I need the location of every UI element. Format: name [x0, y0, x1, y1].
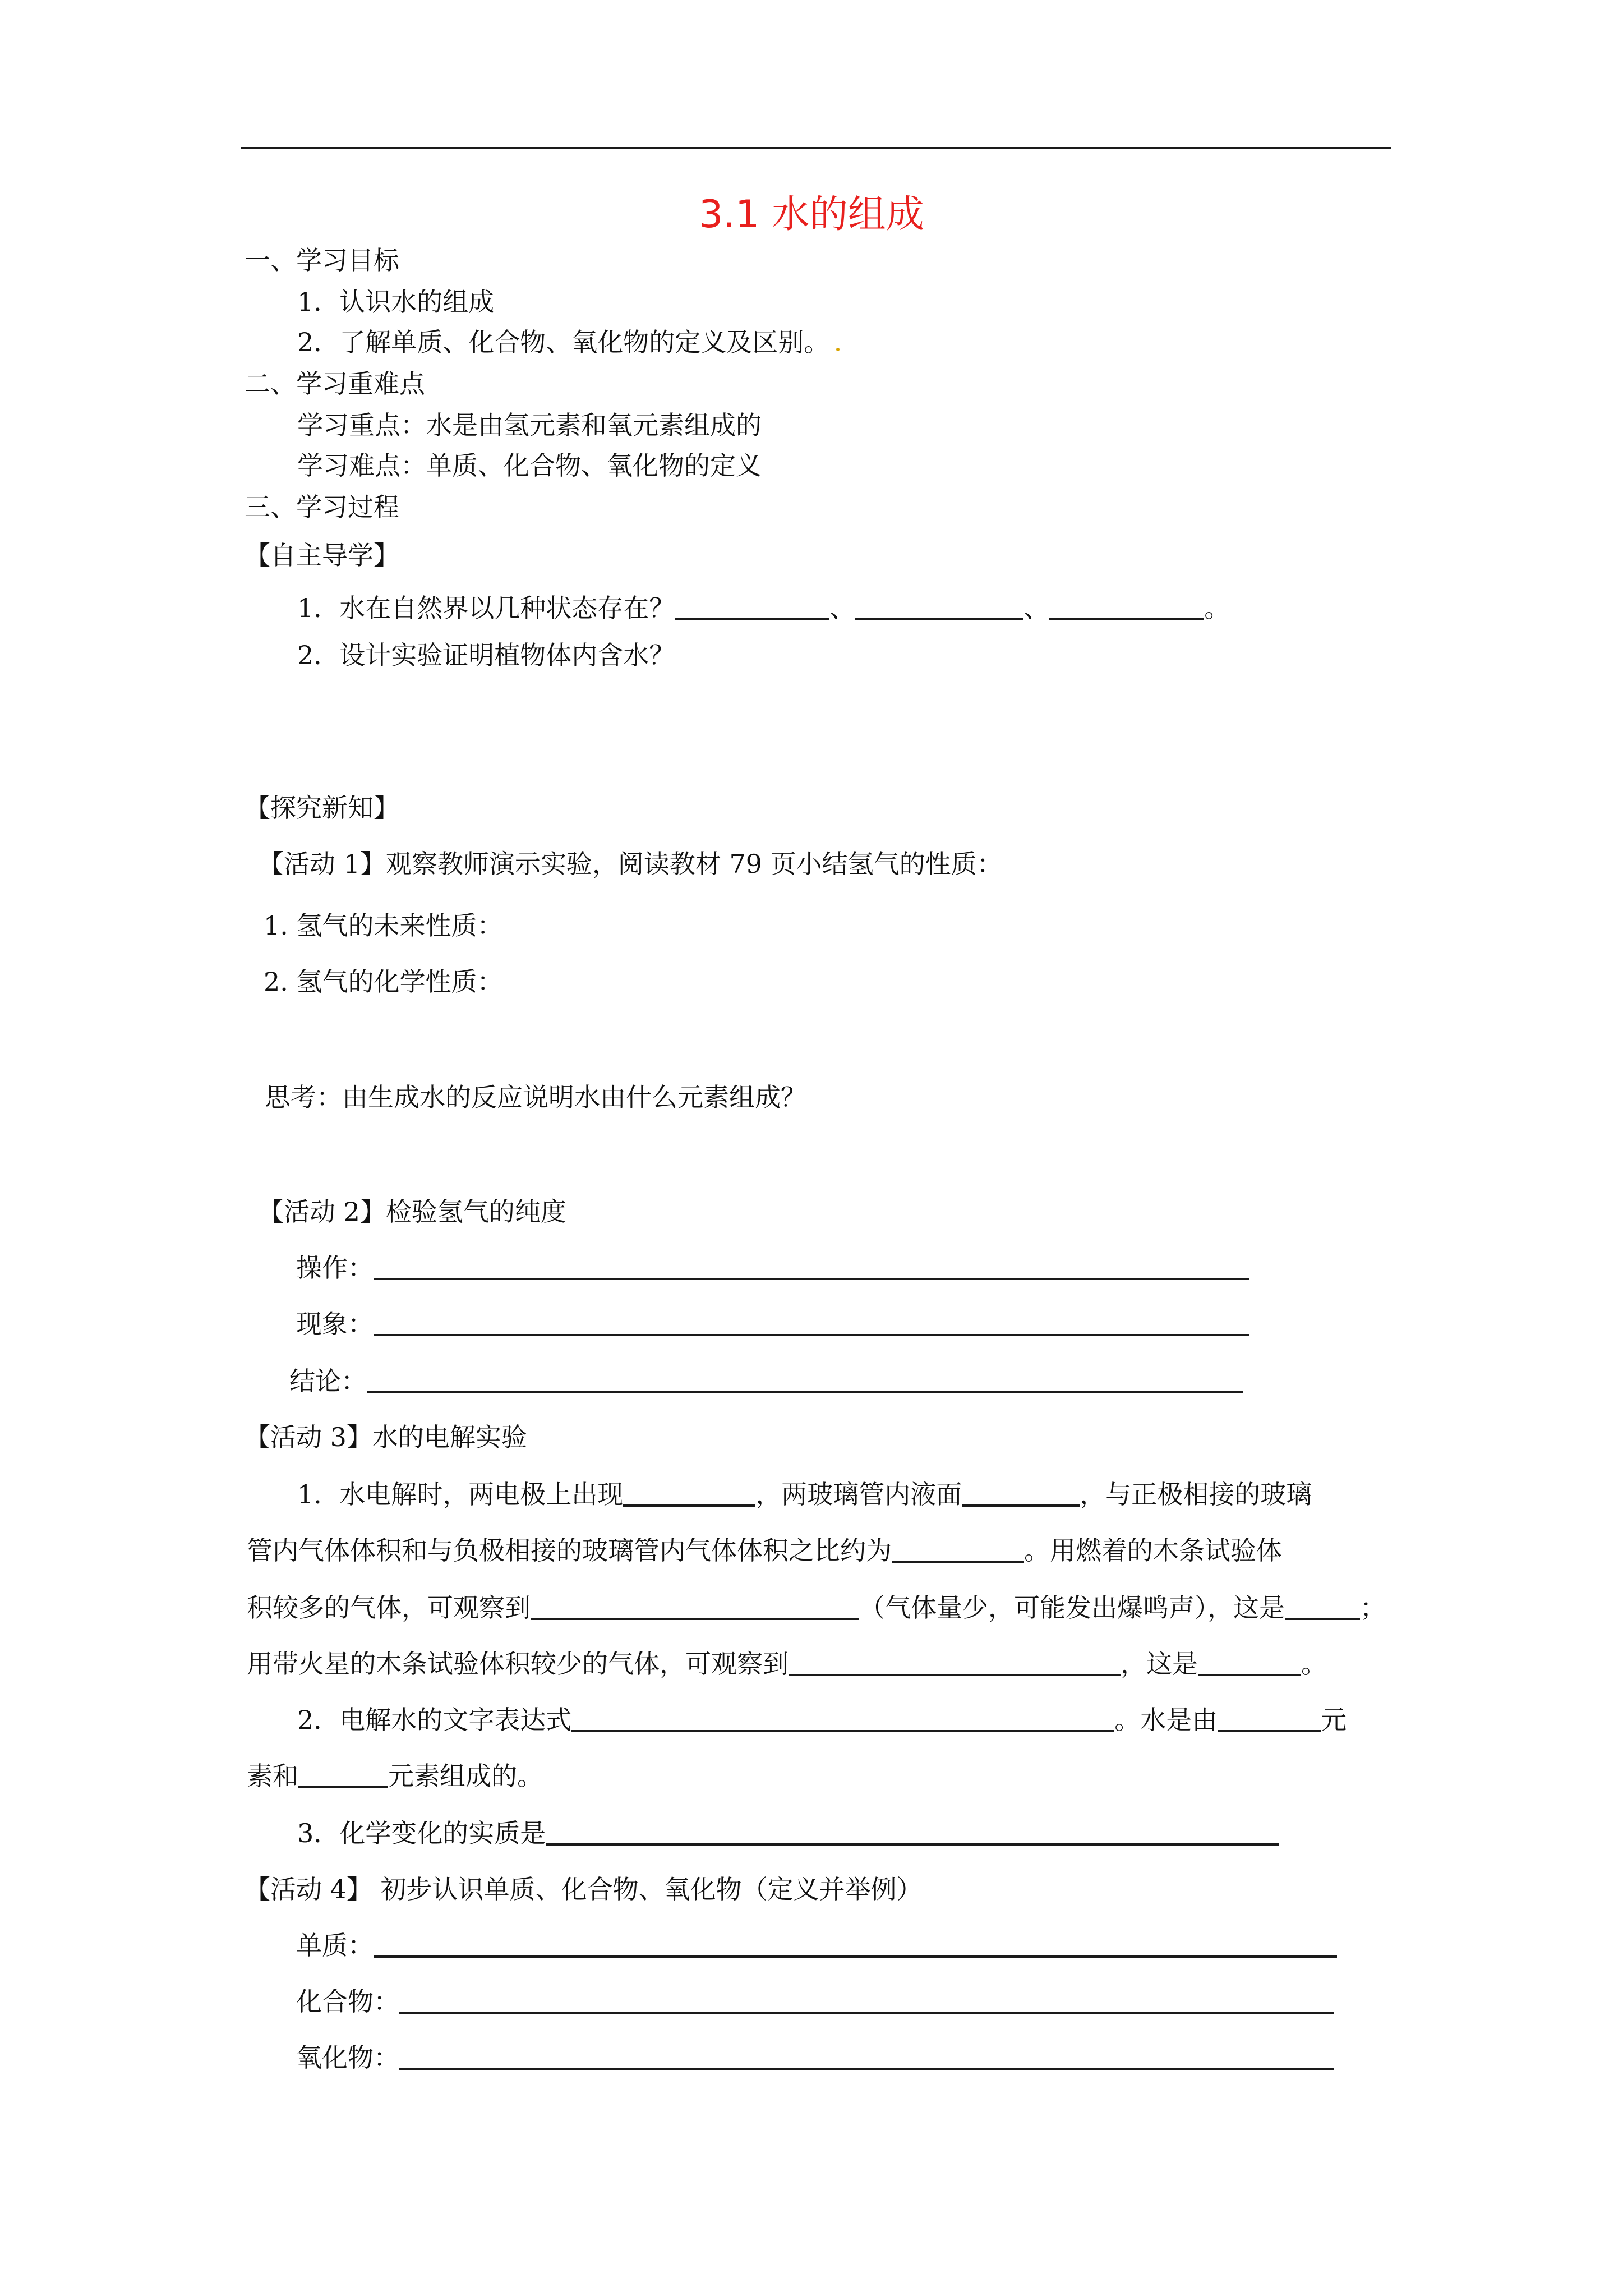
self-study-question-2: 2．设计实验证明植物体内含水？	[297, 640, 675, 670]
answer-blank[interactable]	[1049, 618, 1204, 620]
explore-heading: 【探究新知】	[245, 793, 399, 823]
answer-blank[interactable]	[855, 618, 1023, 620]
oxide-definition-line: 氧化物：	[296, 2041, 1334, 2074]
goal-item-2: 2．了解单质、化合物、氧化物的定义及区别。	[297, 325, 840, 359]
activity-3-line-2: 管内气体体积和与负极相接的玻璃管内气体体积之比约为 。用燃着的木条试验体	[247, 1535, 1282, 1566]
answer-blank[interactable]	[789, 1674, 1121, 1676]
section-heading-process: 三、学习过程	[245, 492, 399, 522]
page-title: 3.1 水的组成	[699, 192, 924, 237]
answer-blank[interactable]	[546, 1843, 1279, 1846]
answer-blank[interactable]	[367, 1391, 1243, 1393]
activity-3-heading: 【活动 3】水的电解实验	[245, 1422, 527, 1452]
difficult-point: 学习难点：单质、化合物、氧化物的定义	[297, 450, 762, 481]
activity-1-heading: 【活动 1】观察教师演示实验，阅读教材 79 页小结氢气的性质：	[258, 849, 1003, 879]
activity-1-item-1: 1. 氢气的未来性质：	[264, 910, 503, 941]
section-heading-goals: 一、学习目标	[245, 245, 399, 275]
key-point: 学习重点：水是由氢元素和氧元素组成的	[297, 410, 762, 440]
section-heading-key-points: 二、学习重难点	[245, 369, 425, 399]
answer-blank[interactable]	[571, 1730, 1114, 1732]
activity-2-heading: 【活动 2】检验氢气的纯度	[258, 1197, 566, 1227]
activity-3-line-3: 积较多的气体，可观察到 （气体量少，可能发出爆鸣声），这是 ；	[247, 1593, 1386, 1623]
answer-blank[interactable]	[374, 1955, 1337, 1958]
answer-blank[interactable]	[623, 1504, 755, 1507]
operation-line: 操作：	[296, 1251, 1249, 1285]
activity-3-line-7: 3．化学变化的实质是	[297, 1816, 1279, 1850]
answer-blank[interactable]	[399, 2012, 1334, 2014]
activity-4-heading: 【活动 4】 初步认识单质、化合物、氧化物（定义并举例）	[245, 1874, 923, 1904]
activity-1-item-2: 2. 氢气的化学性质：	[264, 967, 503, 997]
self-study-question-1: 1．水在自然界以几种状态存在？ 、 、 。	[297, 593, 1230, 623]
activity-3-line-1: 1．水电解时，两电极上出现 ，两玻璃管内液面 ，与正极相接的玻璃	[297, 1479, 1312, 1510]
phenomenon-line: 现象：	[296, 1307, 1249, 1341]
answer-blank[interactable]	[892, 1561, 1024, 1563]
conclusion-line: 结论：	[289, 1364, 1243, 1398]
self-study-heading: 【自主导学】	[245, 540, 399, 570]
answer-blank[interactable]	[1198, 1674, 1301, 1676]
activity-3-line-5: 2．电解水的文字表达式 。水是由 元	[297, 1705, 1347, 1735]
stray-dot-mark	[836, 348, 840, 351]
element-definition-line: 单质：	[296, 1929, 1337, 1962]
answer-blank[interactable]	[1218, 1730, 1321, 1732]
answer-blank[interactable]	[298, 1786, 388, 1788]
think-question: 思考：由生成水的反应说明水由什么元素组成？	[265, 1082, 806, 1112]
goal-item-1: 1．认识水的组成	[297, 287, 495, 317]
answer-blank[interactable]	[962, 1504, 1080, 1507]
header-rule	[241, 147, 1391, 149]
compound-definition-line: 化合物：	[296, 1985, 1334, 2018]
answer-blank[interactable]	[675, 618, 829, 620]
activity-3-line-4: 用带火星的木条试验体积较少的气体，可观察到 ，这是 。	[247, 1649, 1327, 1679]
activity-3-line-6: 素和 元素组成的。	[247, 1761, 543, 1791]
answer-blank[interactable]	[399, 2068, 1334, 2070]
answer-blank[interactable]	[374, 1334, 1249, 1336]
answer-blank[interactable]	[1285, 1618, 1360, 1620]
answer-blank[interactable]	[531, 1618, 859, 1620]
answer-blank[interactable]	[374, 1278, 1249, 1280]
